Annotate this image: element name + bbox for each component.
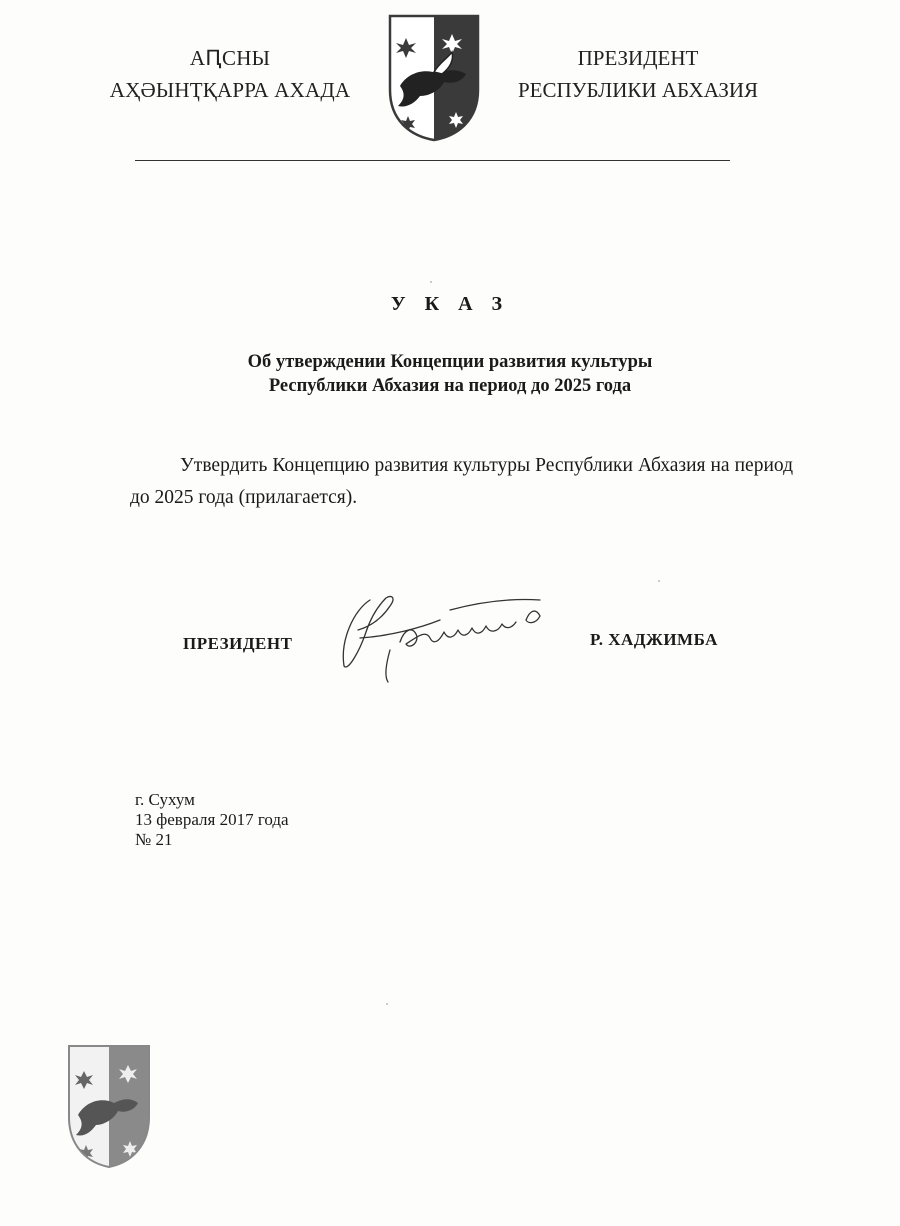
document-subject [0,350,900,398]
decree-place: г. Сухум [135,790,195,809]
scan-speck [430,281,432,283]
header-divider [135,160,730,161]
decree-date: 13 февраля 2017 года [135,810,289,829]
subject-line-1: Об утверждении Концепции развития культуры [247,352,653,372]
header-left-line-2: АҲӘЫНҬҚАРРА АХАДА [109,78,351,102]
document-type-title: У К А З [390,293,510,315]
header-left-abkhaz [95,42,365,106]
header-right-line-2: РЕСПУБЛИКИ АБХАЗИЯ [517,78,759,102]
decree-details [135,790,289,850]
signatory-title: ПРЕЗИДЕНТ [183,634,293,653]
abkhazia-coat-of-arms-stamp-icon [66,1043,152,1169]
abkhazia-coat-of-arms-icon [386,12,482,142]
scan-speck [386,1003,388,1005]
scan-speck [658,580,660,582]
handwritten-signature-icon [330,580,560,685]
decree-number: № 21 [135,830,173,849]
subject-line-2: Республики Абхазия на период до 2025 года [268,376,632,396]
header-right-russian [508,42,768,106]
signatory-name: Р. ХАДЖИМБА [590,630,718,649]
header-left-line-1: АԤСНЫ [189,46,271,70]
header-right-line-1: ПРЕЗИДЕНТ [577,46,699,70]
decree-body: Утвердить Концепцию развития культуры Республики Абхазия на период до 2025 года (прилагается). [130,455,793,508]
